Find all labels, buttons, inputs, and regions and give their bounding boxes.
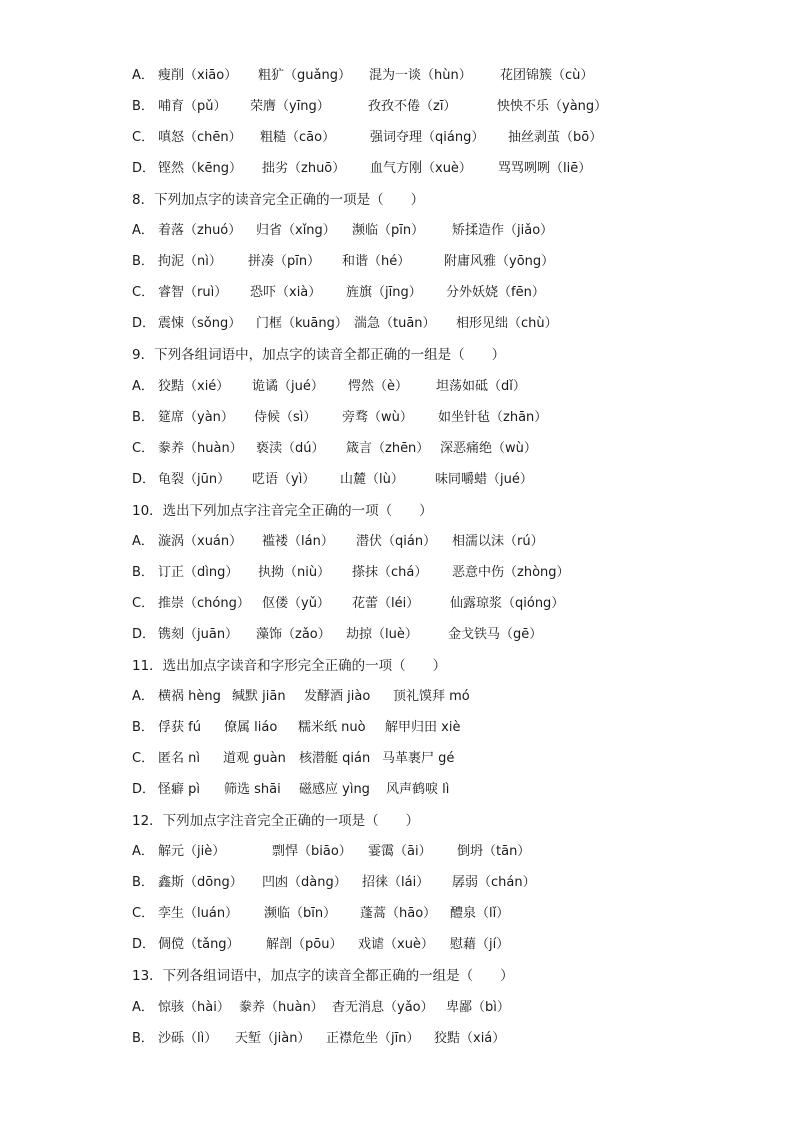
option-letter: A． <box>132 844 154 859</box>
option-term: 震悚（sǒng） <box>158 316 242 331</box>
option-term: 花团锦簇（cù） <box>500 68 594 83</box>
option-letter: D． <box>132 316 156 331</box>
option-term: 天堑（jiàn） <box>235 1031 311 1046</box>
option-term: 相形见绌（chù） <box>456 316 558 331</box>
question-text: 8．下列加点字的读音完全正确的一项是（ ） <box>132 192 425 208</box>
answer-option <box>0 747 794 771</box>
option-term: 瘦削（xiāo） <box>158 68 238 83</box>
option-term: 诡谲（jué） <box>252 379 324 394</box>
option-term: 凹凼（dàng） <box>262 875 347 890</box>
option-letter: B． <box>132 410 154 425</box>
answer-option <box>0 530 794 554</box>
answer-option <box>0 250 794 274</box>
answer-option <box>0 996 794 1020</box>
option-term: 发酵酒 jiào <box>304 689 371 704</box>
option-term: 混为一谈（hùn） <box>369 68 472 83</box>
option-letter: A． <box>132 1000 154 1015</box>
option-term: 缄默 jiān <box>232 689 286 704</box>
option-term: 横祸 hèng <box>158 689 221 704</box>
option-term: 推崇（chóng） <box>158 596 250 611</box>
option-term: 劫掠（luè） <box>346 627 418 642</box>
option-letter: A． <box>132 223 154 238</box>
option-term: 深恶痛绝（wù） <box>440 441 537 456</box>
option-term: 僚属 liáo <box>224 720 278 735</box>
option-term: 惊骇（hài） <box>158 1000 230 1015</box>
answer-option <box>0 157 794 181</box>
answer-option <box>0 685 794 709</box>
option-term: 招徕（lái） <box>362 875 430 890</box>
option-term: 和谐（hé） <box>342 254 411 269</box>
option-term: 孱弱（chán） <box>452 875 536 890</box>
option-letter: B． <box>132 875 154 890</box>
option-term: 匿名 nì <box>158 751 200 766</box>
option-letter: A． <box>132 689 154 704</box>
option-term: 订正（dìng） <box>158 565 239 580</box>
question-stem <box>0 964 794 988</box>
option-letter: D． <box>132 472 156 487</box>
option-term: 附庸风雅（yōng） <box>444 254 555 269</box>
option-letter: C． <box>132 441 155 456</box>
question-text: 10．选出下列加点字注音完全正确的一项（ ） <box>132 503 433 519</box>
option-term: 骂骂咧咧（liē） <box>498 161 592 176</box>
answer-option <box>0 64 794 88</box>
option-term: 执拗（niù） <box>258 565 331 580</box>
option-term: 豢养（huàn） <box>158 441 243 456</box>
option-term: 坦荡如砥（dǐ） <box>436 379 526 394</box>
option-term: 门框（kuāng） <box>256 316 348 331</box>
option-term: 如坐针毡（zhān） <box>438 410 548 425</box>
option-letter: C． <box>132 285 155 300</box>
answer-option <box>0 623 794 647</box>
option-term: 磁感应 yìng <box>299 782 370 797</box>
option-term: 山麓（lù） <box>340 472 404 487</box>
option-term: 顶礼馍拜 mó <box>393 689 470 704</box>
option-letter: C． <box>132 130 155 145</box>
option-term: 倒坍（tān） <box>457 844 531 859</box>
question-stem <box>0 654 794 678</box>
option-term: 恐吓（xià） <box>250 285 322 300</box>
option-term: 核潜艇 qián <box>299 751 371 766</box>
option-letter: B． <box>132 99 154 114</box>
option-term: 铿然（kēng） <box>158 161 243 176</box>
option-term: 侍候（sì） <box>254 410 317 425</box>
option-term: 倜傥（tǎng） <box>158 937 240 952</box>
option-term: 戏谑（xuè） <box>358 937 434 952</box>
option-letter: B． <box>132 1031 154 1046</box>
option-term: 狡黠（xié） <box>158 379 230 394</box>
option-term: 呓语（yì） <box>252 472 316 487</box>
option-letter: B． <box>132 565 154 580</box>
option-term: 怏怏不乐（yàng） <box>497 99 608 114</box>
option-term: 濒临（pīn） <box>352 223 425 238</box>
answer-option <box>0 871 794 895</box>
option-term: 藻饰（zǎo） <box>256 627 331 642</box>
option-term: 风声鹤唳 lì <box>386 782 450 797</box>
option-term: 筵席（yàn） <box>158 410 234 425</box>
option-term: 龟裂（jūn） <box>158 472 231 487</box>
option-term: 哺育（pǔ） <box>158 99 227 114</box>
option-term: 濒临（bīn） <box>264 906 337 921</box>
option-term: 正襟危坐（jīn） <box>326 1031 420 1046</box>
option-term: 漩涡（xuán） <box>158 534 243 549</box>
answer-option <box>0 95 794 119</box>
option-term: 睿智（ruì） <box>158 285 228 300</box>
answer-option <box>0 840 794 864</box>
option-term: 怪癖 pì <box>158 782 200 797</box>
option-term: 分外妖娆（fēn） <box>446 285 545 300</box>
option-term: 糯米纸 nuò <box>298 720 366 735</box>
question-text: 12．下列加点字注音完全正确的一项是（ ） <box>132 813 420 829</box>
answer-option <box>0 933 794 957</box>
option-term: 搽抹（chá） <box>352 565 428 580</box>
option-term: 相濡以沫（rú） <box>452 534 544 549</box>
option-letter: D． <box>132 937 156 952</box>
answer-option <box>0 561 794 585</box>
option-term: 剽悍（biāo） <box>272 844 352 859</box>
option-term: 沙砾（lì） <box>158 1031 218 1046</box>
option-term: 孪生（luán） <box>158 906 239 921</box>
option-letter: A． <box>132 379 154 394</box>
question-stem <box>0 499 794 523</box>
answer-option <box>0 778 794 802</box>
option-letter: D． <box>132 627 156 642</box>
answer-option <box>0 1027 794 1051</box>
option-term: 霎霭（āi） <box>368 844 432 859</box>
question-stem <box>0 809 794 833</box>
option-term: 嗔怒（chēn） <box>158 130 242 145</box>
option-term: 醴泉（lǐ） <box>450 906 510 921</box>
answer-option <box>0 219 794 243</box>
option-term: 狡黠（xiá） <box>434 1031 506 1046</box>
option-letter: C． <box>132 596 155 611</box>
option-term: 潜伏（qián） <box>356 534 437 549</box>
answer-option <box>0 437 794 461</box>
option-term: 旌旗（jīng） <box>346 285 422 300</box>
option-letter: A． <box>132 68 154 83</box>
option-term: 归省（xǐng） <box>256 223 336 238</box>
option-term: 慰藉（jí） <box>450 937 510 952</box>
answer-option <box>0 468 794 492</box>
option-letter: B． <box>132 254 154 269</box>
question-text: 11．选出加点字读音和字形完全正确的一项（ ） <box>132 658 447 674</box>
question-stem <box>0 343 794 367</box>
option-term: 拘泥（nì） <box>158 254 222 269</box>
option-term: 杳无消息（yǎo） <box>332 1000 434 1015</box>
option-term: 矫揉造作（jiǎo） <box>452 223 554 238</box>
question-stem <box>0 188 794 212</box>
question-text: 13．下列各组词语中，加点字的读音全都正确的一组是（ ） <box>132 968 514 984</box>
option-term: 卑鄙（bì） <box>446 1000 510 1015</box>
option-term: 筛选 shāi <box>224 782 281 797</box>
option-term: 俘获 fú <box>158 720 201 735</box>
answer-option <box>0 281 794 305</box>
answer-option <box>0 126 794 150</box>
option-term: 仙露琼浆（qióng） <box>450 596 565 611</box>
option-letter: D． <box>132 782 156 797</box>
option-term: 豢养（huàn） <box>239 1000 324 1015</box>
answer-option <box>0 716 794 740</box>
option-letter: C． <box>132 751 155 766</box>
answer-option <box>0 406 794 430</box>
option-term: 强词夺理（qiáng） <box>370 130 485 145</box>
answer-option <box>0 312 794 336</box>
option-term: 旁骛（wù） <box>342 410 413 425</box>
option-term: 解甲归田 xiè <box>385 720 461 735</box>
answer-option <box>0 375 794 399</box>
answer-option <box>0 592 794 616</box>
option-term: 愕然（è） <box>348 379 408 394</box>
option-term: 湍急（tuān） <box>354 316 436 331</box>
option-term: 粗糙（cāo） <box>260 130 336 145</box>
question-text: 9．下列各组词语中，加点字的读音全都正确的一组是（ ） <box>132 347 506 363</box>
option-letter: B． <box>132 720 154 735</box>
option-term: 花蕾（léi） <box>352 596 420 611</box>
option-term: 拼凑（pīn） <box>248 254 321 269</box>
option-term: 味同嚼蜡（jué） <box>435 472 533 487</box>
option-term: 伛偻（yǔ） <box>262 596 330 611</box>
option-term: 解剖（pōu） <box>266 937 343 952</box>
option-term: 亵渎（dú） <box>256 441 325 456</box>
option-term: 着落（zhuó） <box>158 223 242 238</box>
option-term: 荣膺（yīng） <box>250 99 330 114</box>
option-letter: D． <box>132 161 156 176</box>
option-term: 恶意中伤（zhòng） <box>452 565 570 580</box>
option-letter: A． <box>132 534 154 549</box>
option-term: 解元（jiè） <box>158 844 226 859</box>
option-term: 孜孜不倦（zī） <box>368 99 457 114</box>
option-term: 鑫斯（dōng） <box>158 875 243 890</box>
option-term: 拙劣（zhuō） <box>262 161 346 176</box>
option-term: 粗犷（guǎng） <box>258 68 351 83</box>
option-term: 褴褛（lán） <box>262 534 334 549</box>
option-term: 抽丝剥茧（bō） <box>508 130 603 145</box>
option-term: 血气方刚（xuè） <box>370 161 472 176</box>
option-term: 箴言（zhēn） <box>346 441 430 456</box>
option-term: 镌刻（juān） <box>158 627 239 642</box>
option-term: 金戈铁马（gē） <box>448 627 543 642</box>
answer-option <box>0 902 794 926</box>
option-term: 道观 guàn <box>223 751 286 766</box>
option-term: 马革裹尸 gé <box>382 751 455 766</box>
option-letter: C． <box>132 906 155 921</box>
option-term: 蓬蒿（hāo） <box>360 906 437 921</box>
